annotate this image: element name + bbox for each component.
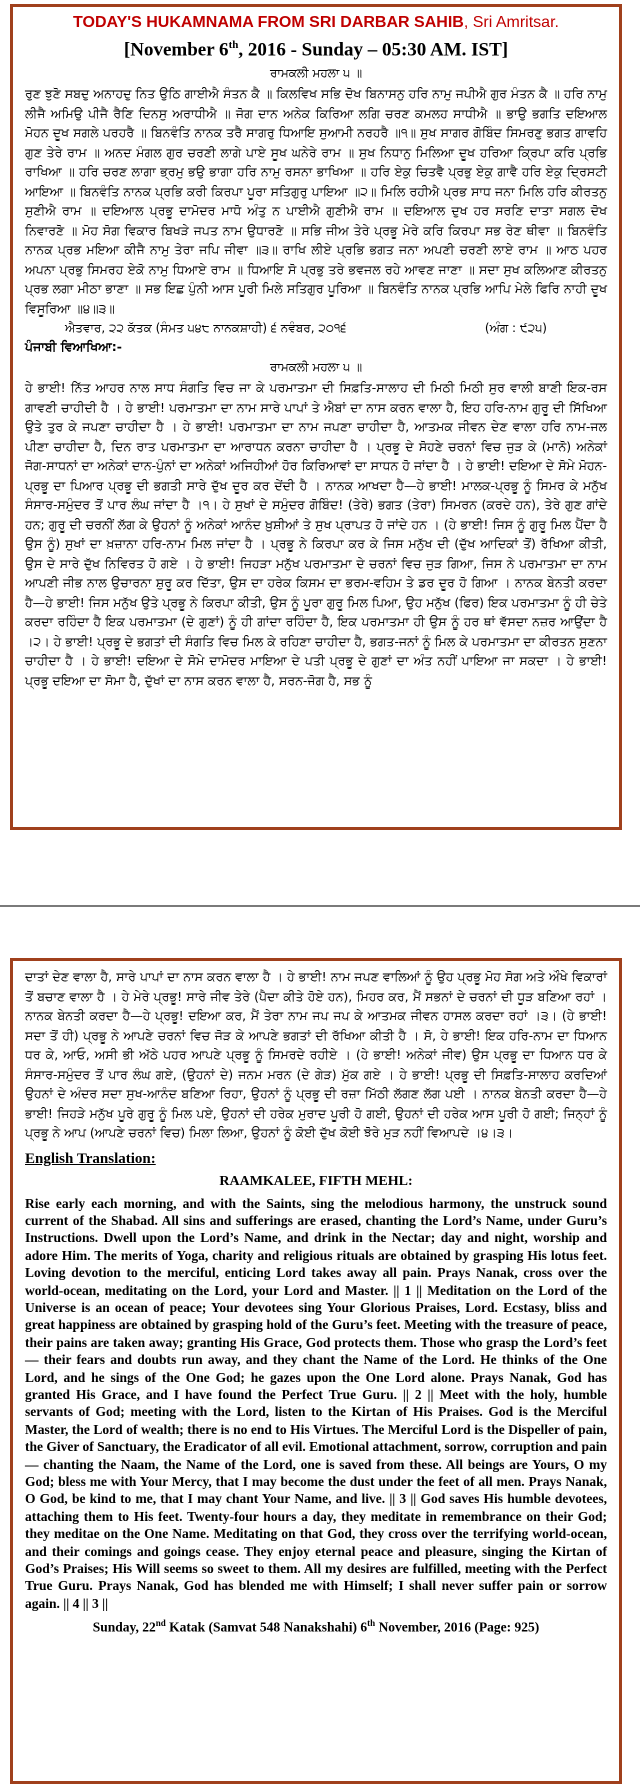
- vyakhya-text: ਹੇ ਭਾਈ! ਨਿੱਤ ਆਹਰ ਨਾਲ ਸਾਧ ਸੰਗਤਿ ਵਿਚ ਜਾ ਕੇ ਪਰਮਾਤਮਾ ਦੀ ਸਿਫ਼ਤਿ-ਸਾਲਾਹ ਦੀ ਮਿਠੀ ਮਿਠੀ ਸੁਰ ਵਾਲੀ ਬਾਣੀ ਇਕ-ਰਸ ਗਾਵਣੀ ਚਾਹੀਦੀ ਹੈ । ਹੇ ਭਾਈ! ਪਰਮਾਤਮਾ ਦਾ ਨਾਮ ਸਾਰੇ ਪਾਪਾਂ ਤੇ ਐਬਾਂ ਦਾ ਨਾਸ ਕਰਨ ਵਾਲਾ ਹੈ, ਇਹ ਹਰਿ-ਨਾਮ ਗੁਰੂ ਦੀ ਸਿੱਖਿਆ ਉਤੇ ਤੁਰ ਕੇ ਜਪਣਾ ਚਾਹੀਦਾ ਹੈ । ਹੇ ਭਾਈ! ਪਰਮਾਤਮਾ ਦਾ ਨਾਮ ਜਪਣਾ ਚਾਹੀਦਾ ਹੈ, ਆਤਮਕ ਜੀਵਨ ਦੇਣ ਵਾਲਾ ਹਰਿ ਨਾਮ-ਜਲ ਪੀਣਾ ਚਾਹੀਦਾ ਹੈ, ਦਿਨ ਰਾਤ ਪਰਮਾਤਮਾ ਦਾ ਆਰਾਧਨ ਕਰਨਾ ਚਾਹੀਦਾ ਹੈ । ਪ੍ਰਭੂ ਦੇ ਸੋਹਣੇ ਚਰਨਾਂ ਵਿਚ ਜੁੜ ਕੇ (ਮਾਨੋ) ਅਨੇਕਾਂ ਜੋਗ-ਸਾਧਨਾਂ ਦਾ ਅਨੇਕਾਂ ਦਾਨ-ਪੁੰਨਾਂ ਦਾ ਅਨੇਕਾਂ ਅਜਿਹੀਆਂ ਹੋਰ ਕਿਰਿਆਵਾਂ ਦਾ ਸਾਧਨ ਹੋ ਜਾਂਦਾ ਹੈ । ਹੇ ਭਾਈ! ਦਇਆ ਦੇ ਸੋਮੇ ਮੋਹਨ-ਪ੍ਰਭੂ ਦਾ ਪਿਆਰ ਪ੍ਰਭੂ ਦੀ ਭਗਤੀ ਸਾਰੇ ਦੁੱਖ ਦੂਰ ਕਰ ਦੇਂਦੀ ਹੈ । ਨਾਨਕ ਆਖਦਾ ਹੈ—ਹੇ ਭਾਈ! ਮਾਲਕ-ਪ੍ਰਭੂ ਨੂੰ ਸਿਮਰ ਕੇ ਮਨੁੱਖ ਸੰਸਾਰ-ਸਮੁੰਦਰ ਤੋਂ ਪਾਰ ਲੰਘ ਜਾਂਦਾ ਹੈ ।੧। ਹੇ ਸੁਖਾਂ ਦੇ ਸਮੁੰਦਰ ਗੋਬਿੰਦ! (ਤੇਰੇ) ਭਗਤ (ਤੇਰਾ) ਸਿਮਰਨ (ਕਰਦੇ ਹਨ), ਤੇਰੇ ਗੁਣ ਗਾਂਦੇ ਹਨ; ਗੁਰੂ ਦੀ ਚਰਨੀਂ ਲੱਗ ਕੇ ਉਹਨਾਂ ਨੂੰ ਅਨੇਕਾਂ ਆਨੰਦ ਖ਼ੁਸ਼ੀਆਂ ਤੇ ਸੁਖ ਪ੍ਰਾਪਤ ਹੋ ਜਾਂਦੇ ਹਨ । (ਹੇ ਭਾਈ! ਜਿਸ ਨੂੰ ਗੁਰੂ ਮਿਲ ਪੈਂਦਾ ਹੈ ਉਸ ਨੂੰ) ਸੁਖਾਂ ਦਾ ਖ਼ਜ਼ਾਨਾ ਹਰਿ-ਨਾਮ ਮਿਲ ਜਾਂਦਾ ਹੈ । ਪ੍ਰਭੂ ਨੇ ਕਿਰਪਾ ਕਰ ਕੇ ਜਿਸ ਮਨੁੱਖ ਦੀ (ਦੁੱਖ ਆਦਿਕਾਂ ਤੋਂ) ਰੱਖਿਆ ਕੀਤੀ, ਉਸ ਦੇ ਸਾਰੇ ਦੁੱਖ ਨਿਵਿਰਤ ਹੋ ਗਏ । ਹੇ ਭਾਈ! ਜਿਹੜਾ ਮਨੁੱਖ ਪਰਮਾਤਮਾ ਦੇ ਚਰਨਾਂ ਵਿਚ ਜੁੜ ਗਿਆ, ਜਿਸ ਨੇ ਪਰਮਾਤਮਾ ਦਾ ਨਾਮ ਆਪਣੀ ਜੀਭ ਨਾਲ ਉਚਾਰਨਾ ਸ਼ੁਰੂ ਕਰ ਦਿੱਤਾ, ਉਸ ਦਾ ਹਰੇਕ ਕਿਸਮ ਦਾ ਭਰਮ-ਵਹਿਮ ਤੇ ਡਰ ਦੂਰ ਹੋ ਗਿਆ । ਨਾਨਕ ਬੇਨਤੀ ਕਰਦਾ ਹੈ—ਹੇ ਭਾਈ! ਜਿਸ ਮਨੁੱਖ ਉਤੇ ਪ੍ਰਭੂ ਨੇ ਕਿਰਪਾ ਕੀਤੀ, ਉਸ ਨੂੰ ਪੂਰਾ ਗੁਰੂ ਮਿਲ ਪਿਆ, ਉਹ ਮਨੁੱਖ (ਫਿਰ) ਇਕ ਪਰਮਾਤਮਾ ਨੂੰ ਹੀ ਚੇਤੇ ਕਰਦਾ ਰਹਿੰਦਾ ਹੈ ਇਕ ਪਰਮਾਤਮਾ (ਦੇ ਗੁਣਾਂ) ਨੂੰ ਹੀ ਗਾਂਦਾ ਰਹਿੰਦਾ ਹੈ, ਇਕ ਪਰਮਾਤਮਾ ਹੀ ਉਸ ਨੂੰ ਹਰ ਥਾਂ ਵੱਸਦਾ ਨਜ਼ਰ ਆਉਂਦਾ ਹੈ ।੨। ਹੇ ਭਾਈ! ਪ੍ਰਭੂ ਦੇ ਭਗਤਾਂ ਦੀ ਸੰਗਤਿ ਵਿਚ ਮਿਲ ਕੇ ਰਹਿਣਾ ਚਾਹੀਦਾ ਹੈ, ਭਗਤ-ਜਨਾਂ ਨੂੰ ਮਿਲ ਕੇ ਪਰਮਾਤਮਾ ਦਾ ਕੀਰਤਨ ਸੁਣਨਾ ਚਾਹੀਦਾ ਹੈ । ਹੇ ਭਾਈ! ਦਇਆ ਦੇ ਸੋਮੇ ਦਾਮੋਦਰ ਮਾਇਆ ਦੇ ਪਤੀ ਪ੍ਰਭੂ ਦੇ ਗੁਣਾਂ ਦਾ ਅੰਤ ਨਹੀਂ ਪਾਇਆ ਜਾ ਸਕਦਾ । ਹੇ ਭਾਈ! ਪ੍ਰਭੂ ਦਇਆ ਦਾ ਸੋਮਾ ਹੈ, ਦੁੱਖਾਂ ਦਾ ਨਾਸ ਕਰਨ ਵਾਲਾ ਹੈ, ਸਰਨ-ਜੋਗ ਹੈ, ਸਭ ਨੂੰ: [25, 380, 607, 688]
- english-translation: Rise early each morning, and with the Saints, sing the melodious harmony, the unstruck sound current of the Shabad. All sins and sufferings are erased, chanting the Lord’s Name, under Guru’s Instructions. Dwell upon the Lord’s Name, and drink in the Nectar; day and night, worship and adore Him. The merits of Yoga, charity and religious rituals are obtained by grasping His lotus feet. Loving devotion to the merciful, enticing Lord takes away all pain. Prays Nanak, cross over the world-ocean, meditating on the Lord, your Lord and Master. || 1 || Meditation on the Lord of the Universe is an ocean of peace; Your devotees sing Your Glorious Praises, Lord. Ecstasy, bliss and great happiness are obtained by grasping hold of the Guru’s feet. Meeting with the treasure of peace, their pains are taken away; granting His Grace, God protects them. Those who grasp the Lord’s feet — their fears and doubts run away, and they chant the Name of the Lord. He thinks of the One Lord, and he sings of the One God; he gazes upon the One Lord alone. Prays Nanak, God has granted His Grace, and I have found the Perfect True Guru. || 2 || Meet with the holy, humble servants of God; meeting with the Lord, listen to the Kirtan of His Praises. God is the Merciful Master, the Lord of wealth; there is no end to His Virtues. The Merciful Lord is the Dispeller of pain, the Giver of Sanctuary, the Eradicator of all evil. Emotional attachment, sorrow, corruption and pain — chanting the Naam, the Name of the Lord, one is saved from these. All beings are Yours, O my God; bless me with Your Mercy, that I may become the dust under the feet of all men. Prays Nanak, O God, be kind to me, that I may chant Your Name, and live. || 3 || God saves His humble devotees, attaching them to His feet. Twenty-four hours a day, they meditate in remembrance on their God; they meditae on the One Name. Meditating on that God, they cross over the terrifying world-ocean, and their comings and goings cease. They enjoy eternal peace and pleasure, singing the Kirtan of God’s Praises; His Will seems so sweet to them. All my desires are fulfilled, meeting with the Perfect True Guru. Prays Nanak, God has blended me with Himself; I shall never suffer pain or sorrow again. || 4 || 3 ||: [25, 1195, 607, 1611]
- raag-heading-2: ਰਾਮਕਲੀ ਮਹਲਾ ੫ ॥: [269, 360, 363, 375]
- vyakhya-label: ਪੰਜਾਬੀ ਵਿਆਖਿਆ:-: [25, 339, 122, 355]
- vyakhya-continued: ਦਾਤਾਂ ਦੇਣ ਵਾਲਾ ਹੈ, ਸਾਰੇ ਪਾਪਾਂ ਦਾ ਨਾਸ ਕਰਨ ਵਾਲਾ ਹੈ । ਹੇ ਭਾਈ! ਨਾਮ ਜਪਣ ਵਾਲਿਆਂ ਨੂੰ ਉਹ ਪ੍ਰਭੂ ਮੋਹ ਸੋਗ ਅਤੇ ਔਖੇ ਵਿਕਾਰਾਂ ਤੋਂ ਬਚਾਣ ਵਾਲਾ ਹੈ । ਹੇ ਮੇਰੇ ਪ੍ਰਭੂ! ਸਾਰੇ ਜੀਵ ਤੇਰੇ (ਪੈਦਾ ਕੀਤੇ ਹੋਏ ਹਨ), ਮਿਹਰ ਕਰ, ਮੈਂ ਸਭਨਾਂ ਦੇ ਚਰਨਾਂ ਦੀ ਧੂੜ ਬਣਿਆ ਰਹਾਂ । ਨਾਨਕ ਬੇਨਤੀ ਕਰਦਾ ਹੈ—ਹੇ ਪ੍ਰਭੂ! ਦਇਆ ਕਰ, ਮੈਂ ਤੇਰਾ ਨਾਮ ਜਪ ਜਪ ਕੇ ਆਤਮਕ ਜੀਵਨ ਹਾਸਲ ਕਰਦਾ ਰਹਾਂ ।੩। (ਹੇ ਭਾਈ! ਸਦਾ ਤੋਂ ਹੀ) ਪ੍ਰਭੂ ਨੇ ਆਪਣੇ ਚਰਨਾਂ ਵਿਚ ਜੋੜ ਕੇ ਆਪਣੇ ਭਗਤਾਂ ਦੀ ਰੱਖਿਆ ਕੀਤੀ ਹੈ । ਸੋ, ਹੇ ਭਾਈ! ਇਕ ਹਰਿ-ਨਾਮ ਦਾ ਧਿਆਨ ਧਰ ਕੇ, ਆਓ, ਅਸੀ ਭੀ ਅੱਠੇ ਪਹਰ ਆਪਣੇ ਪ੍ਰਭੂ ਨੂੰ ਸਿਮਰਦੇ ਰਹੀਏ । (ਹੇ ਭਾਈ! ਅਨੇਕਾਂ ਜੀਵ) ਉਸ ਪ੍ਰਭੂ ਦਾ ਧਿਆਨ ਧਰ ਕੇ ਸੰਸਾਰ-ਸਮੁੰਦਰ ਤੋਂ ਪਾਰ ਲੰਘ ਗਏ, (ਉਹਨਾਂ ਦੇ) ਜਨਮ ਮਰਨ (ਦੇ ਗੇੜ) ਮੁੱਕ ਗਏ । ਹੇ ਭਾਈ! ਪ੍ਰਭੂ ਦੀ ਸਿਫ਼ਤਿ-ਸਾਲਾਹ ਕਰਦਿਆਂ ਉਹਨਾਂ ਦੇ ਅੰਦਰ ਸਦਾ ਸੁਖ-ਆਨੰਦ ਬਣਿਆ ਰਿਹਾ, ਉਹਨਾਂ ਨੂੰ ਪ੍ਰਭੂ ਦੀ ਰਜ਼ਾ ਮਿੱਠੀ ਲੱਗਣ ਲੱਗ ਪਈ । ਨਾਨਕ ਬੇਨਤੀ ਕਰਦਾ ਹੈ—ਹੇ ਭਾਈ! ਜਿਹੜੇ ਮਨੁੱਖ ਪੂਰੇ ਗੁਰੂ ਨੂੰ ਮਿਲ ਪਏ, ਉਹਨਾਂ ਦੀ ਹਰੇਕ ਮੁਰਾਦ ਪੂਰੀ ਹੋ ਗਈ, ਉਹਨਾਂ ਦੀ ਹਰੇਕ ਆਸ ਪੂਰੀ ਹੋ ਗਈ; ਜਿਨ੍ਹਾਂ ਨੂੰ ਪ੍ਰਭੂ ਨੇ ਆਪ (ਆਪਣੇ ਚਰਨਾਂ ਵਿਚ) ਮਿਲਾ ਲਿਆ, ਉਹਨਾਂ ਨੂੰ ਕੋਈ ਦੁੱਖ ਕੋਈ ਝੋਰੇ ਮੁੜ ਨਹੀਂ ਵਿਆਪਦੇ ।੪।੩।: [25, 969, 607, 1140]
- shabad-text: ਰੁਣ ਝੁਣੋ ਸਬਦੁ ਅਨਾਹਦੁ ਨਿਤ ਉਠਿ ਗਾਈਐ ਸੰਤਨ ਕੈ ॥ ਕਿਲਵਿਖ ਸਭਿ ਦੋਖ ਬਿਨਾਸਨੁ ਹਰਿ ਨਾਮੁ ਜਪੀਐ ਗੁਰ ਮੰਤਨ ਕੈ ॥ ਹਰਿ ਨਾਮੁ ਲੀਜੈ ਅਮਿਉ ਪੀਜੈ ਰੈਣਿ ਦਿਨਸੁ ਅਰਾਧੀਐ ॥ ਜੋਗ ਦਾਨ ਅਨੇਕ ਕਿਰਿਆ ਲਗਿ ਚਰਣ ਕਮਲਹ ਸਾਧੀਐ ॥ ਭਾਉ ਭਗਤਿ ਦਇਆਲ ਮੋਹਨ ਦੂਖ ਸਗਲੇ ਪਰਹਰੈ ॥ ਬਿਨਵੰਤਿ ਨਾਨਕ ਤਰੈ ਸਾਗਰੁ ਧਿਆਇ ਸੁਆਮੀ ਨਰਹਰੈ ॥੧॥ ਸੁਖ ਸਾਗਰ ਗੋਬਿੰਦ ਸਿਮਰਣੁ ਭਗਤ ਗਾਵਹਿ ਗੁਣ ਤੇਰੇ ਰਾਮ ॥ ਅਨਦ ਮੰਗਲ ਗੁਰ ਚਰਣੀ ਲਾਗੇ ਪਾਏ ਸੂਖ ਘਨੇਰੇ ਰਾਮ ॥ ਸੁਖ ਨਿਧਾਨੁ ਮਿਲਿਆ ਦੂਖ ਹਰਿਆ ਕ੍ਰਿਪਾ ਕਰਿ ਪ੍ਰਭਿ ਰਾਖਿਆ ॥ ਹਰਿ ਚਰਣ ਲਾਗਾ ਭ੍ਰਮੁ ਭਉ ਭਾਗਾ ਹਰਿ ਨਾਮੁ ਰਸਨਾ ਭਾਖਿਆ ॥ ਹਰਿ ਏਕੁ ਚਿਤਵੈ ਪ੍ਰਭੁ ਏਕੁ ਗਾਵੈ ਹਰਿ ਏਕੁ ਦ੍ਰਿਸਟੀ ਆਇਆ ॥ ਬਿਨਵੰਤਿ ਨਾਨਕ ਪ੍ਰਭਿ ਕਰੀ ਕਿਰਪਾ ਪੂਰਾ ਸਤਿਗੁਰੁ ਪਾਇਆ ॥੨॥ ਮਿਲਿ ਰਹੀਐ ਪ੍ਰਭ ਸਾਧ ਜਨਾ ਮਿਲਿ ਹਰਿ ਕੀਰਤਨੁ ਸੁਣੀਐ ਰਾਮ ॥ ਦਇਆਲ ਪ੍ਰਭੂ ਦਾਮੋਦਰ ਮਾਧੋ ਅੰਤੁ ਨ ਪਾਈਐ ਗੁਣੀਐ ਰਾਮ ॥ ਦਇਆਲ ਦੁਖ ਹਰ ਸਰਣਿ ਦਾਤਾ ਸਗਲ ਦੋਖ ਨਿਵਾਰਣੋ ॥ ਮੋਹ ਸੋਗ ਵਿਕਾਰ ਬਿਖੜੇ ਜਪਤ ਨਾਮ ਉਧਾਰਣੋ ॥ ਸਭਿ ਜੀਅ ਤੇਰੇ ਪ੍ਰਭੂ ਮੇਰੇ ਕਰਿ ਕਿਰਪਾ ਸਭ ਰੇਣ ਥੀਵਾ ॥ ਬਿਨਵੰਤਿ ਨਾਨਕ ਪ੍ਰਭ ਮਇਆ ਕੀਜੈ ਨਾਮੁ ਤੇਰਾ ਜਪਿ ਜੀਵਾ ॥੩॥ ਰਾਖਿ ਲੀਏ ਪ੍ਰਭਿ ਭਗਤ ਜਨਾ ਅਪਣੀ ਚਰਣੀ ਲਾਏ ਰਾਮ ॥ ਆਠ ਪਹਰ ਅਪਨਾ ਪ੍ਰਭੁ ਸਿਮਰਹ ਏਕੋ ਨਾਮੁ ਧਿਆਏ ਰਾਮ ॥ ਧਿਆਇ ਸੋ ਪ੍ਰਭੁ ਤਰੇ ਭਵਜਲ ਰਹੇ ਆਵਣ ਜਾਣਾ ॥ ਸਦਾ ਸੁਖ ਕਲਿਆਣ ਕੀਰਤਨੁ ਪ੍ਰਭ ਲਗਾ ਮੀਠਾ ਭਾਣਾ ॥ ਸਭ ਇਛ ਪੁੰਨੀ ਆਸ ਪੂਰੀ ਮਿਲੇ ਸਤਿਗੁਰ ਪੂਰਿਆ ॥ ਬਿਨਵੰਤਿ ਨਾਨਕ ਪ੍ਰਭਿ ਆਪਿ ਮੇਲੇ ਫਿਰਿ ਨਾਹੀ ਦੂਖ ਵਿਸੂਰਿਆ ॥੪॥੩॥: [25, 86, 607, 316]
- footer-date: Sunday, 22nd Katak (Samvat 548 Nanakshahi) 6th November, 2016 (Page: 925): [92, 1618, 540, 1635]
- punjabi-date: ਐਤਵਾਰ, ੨੨ ਕੱਤਕ (ਸੰਮਤ ੫੪੮ ਨਾਨਕਸ਼ਾਹੀ) ੬ ਨਵੰਬਰ, ੨੦੧੬: [65, 321, 347, 336]
- english-heading: RAAMKALEE, FIFTH MEHL:: [219, 1173, 413, 1189]
- raag-heading: ਰਾਮਕਲੀ ਮਹਲਾ ੫ ॥: [269, 66, 363, 81]
- hukamnama-top-panel: [10, 4, 622, 830]
- punjabi-ang: (ਅੰਗ : ੯੨੫): [484, 321, 547, 336]
- page-divider: [0, 905, 640, 907]
- english-label: English Translation:: [25, 1150, 156, 1167]
- punjabi-date-row: [25, 318, 607, 338]
- hukamnama-date: [November 6th, 2016 - Sunday – 05:30 AM. IST]: [123, 39, 509, 61]
- hukamnama-bottom-panel: [10, 958, 622, 1784]
- page-title: TODAY'S HUKAMNAMA FROM SRI DARBAR SAHIB, Sri Amritsar.: [73, 14, 559, 31]
